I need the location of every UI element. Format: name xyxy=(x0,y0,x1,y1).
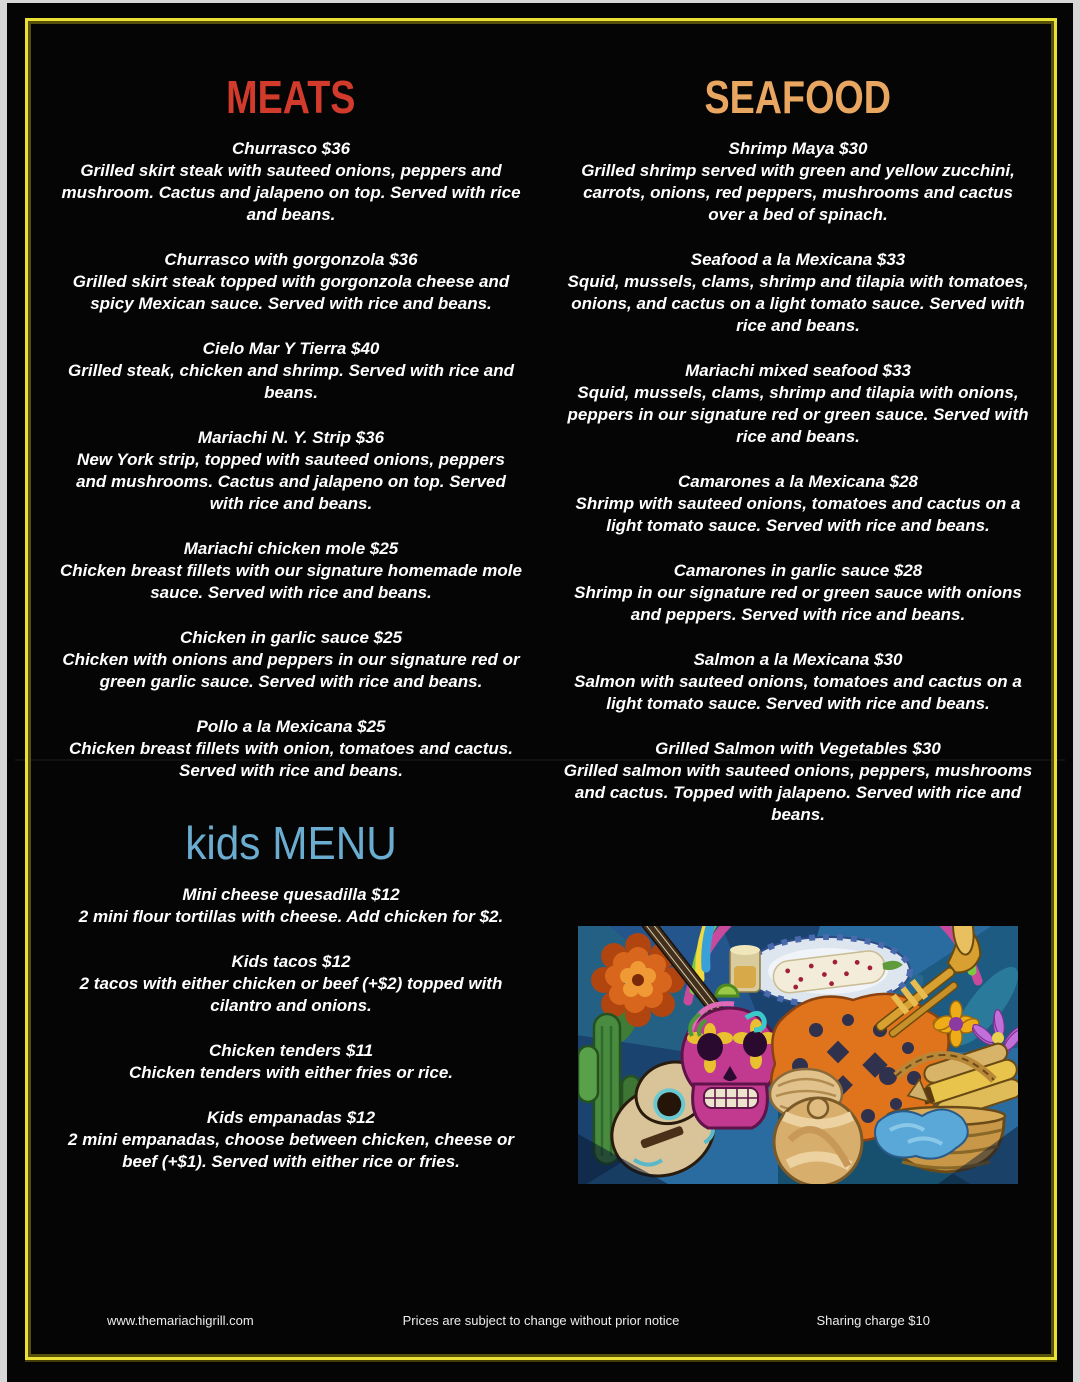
menu-item xyxy=(563,738,1033,826)
footer xyxy=(32,1313,1050,1333)
item-title: Cielo Mar Y Tierra $40 xyxy=(202,339,380,358)
item-description: Chicken tenders with either fries or rice. xyxy=(128,1063,454,1082)
menu-item xyxy=(60,427,522,515)
item-title: Seafood a la Mexicana $33 xyxy=(690,250,906,269)
seafood-item-list xyxy=(563,138,1033,826)
item-title: Mini cheese quesadilla $12 xyxy=(182,885,400,904)
item-description: Grilled salmon with sauteed onions, peppers, mushrooms and cactus. Topped with jalapeno. Served with rice and beans. xyxy=(563,761,1033,824)
kids-item-list xyxy=(60,884,522,1173)
pan-de-muerto xyxy=(774,1098,862,1184)
meats-item-list xyxy=(60,138,522,782)
item-description: Chicken breast fillets with our signature homemade mole sauce. Served with rice and beans. xyxy=(60,561,522,602)
item-description: 2 tacos with either chicken or beef (+$2) topped with cilantro and onions. xyxy=(79,974,503,1015)
menu-item xyxy=(60,138,522,226)
menu-item xyxy=(563,360,1033,448)
menu-item xyxy=(563,471,1033,537)
left-column xyxy=(60,70,522,1173)
menu-page xyxy=(7,3,1073,1382)
menu-item xyxy=(60,338,522,404)
item-title: Mariachi chicken mole $25 xyxy=(183,539,399,558)
menu-item xyxy=(60,1040,522,1084)
menu-item xyxy=(60,884,522,928)
item-title: Shrimp Maya $30 xyxy=(728,139,868,158)
item-description: Grilled shrimp served with green and yellow zucchini, carrots, onions, red peppers, mushrooms and cactus over a bed of spinach. xyxy=(581,161,1015,224)
item-title: Kids empanadas $12 xyxy=(206,1108,376,1127)
menu-item xyxy=(563,138,1033,226)
menu-item xyxy=(563,249,1033,337)
folk-art-illustration xyxy=(578,926,1018,1184)
footer-notice: Prices are subject to change without prior notice xyxy=(402,1313,680,1328)
item-title: Camarones a la Mexicana $28 xyxy=(677,472,919,491)
meats-section-title: MEATS xyxy=(226,71,356,123)
right-column xyxy=(563,70,1033,1184)
menu-item xyxy=(60,951,522,1017)
item-title: Churrasco with gorgonzola $36 xyxy=(164,250,418,269)
sugar-skull xyxy=(682,1004,778,1128)
menu-item xyxy=(60,538,522,604)
seafood-section-title: SEAFOOD xyxy=(704,71,892,123)
kids-section-title: kids MENU xyxy=(185,817,397,869)
item-description: 2 mini flour tortillas with cheese. Add chicken for $2. xyxy=(78,907,504,926)
item-description: Shrimp with sauteed onions, tomatoes and cactus on a light tomato sauce. Served with rice and beans. xyxy=(575,494,1021,535)
item-description: Grilled skirt steak topped with gorgonzola cheese and spicy Mexican sauce. Served with rice and beans. xyxy=(72,272,510,313)
menu-item xyxy=(563,560,1033,626)
item-title: Camarones in garlic sauce $28 xyxy=(673,561,923,580)
menu-item xyxy=(60,627,522,693)
item-description: 2 mini empanadas, choose between chicken, cheese or beef (+$1). Served with either rice or fries. xyxy=(68,1130,514,1171)
menu-item xyxy=(563,649,1033,715)
item-description: New York strip, topped with sauteed onions, peppers and mushrooms. Cactus and jalapeno on top. Served with rice and beans. xyxy=(76,450,506,513)
item-description: Grilled steak, chicken and shrimp. Served with rice and beans. xyxy=(68,361,514,402)
item-description: Shrimp in our signature red or green sauce with onions and peppers. Served with rice and beans. xyxy=(574,583,1022,624)
menu-artwork xyxy=(563,926,1033,1184)
footer-sharing-charge: Sharing charge $10 xyxy=(816,1313,930,1328)
item-description: Salmon with sauteed onions, tomatoes and cactus on a light tomato sauce. Served with rice and beans. xyxy=(574,672,1022,713)
item-title: Mariachi mixed seafood $33 xyxy=(685,361,911,380)
item-description: Chicken with onions and peppers in our signature red or green garlic sauce. Served with rice and beans. xyxy=(62,650,520,691)
item-title: Pollo a la Mexicana $25 xyxy=(196,717,386,736)
shot-glass xyxy=(730,945,760,992)
item-title: Kids tacos $12 xyxy=(231,952,351,971)
menu-item xyxy=(60,249,522,315)
menu-item xyxy=(60,716,522,782)
item-title: Mariachi N. Y. Strip $36 xyxy=(197,428,385,447)
footer-website: www.themariachigrill.com xyxy=(107,1313,254,1328)
item-title: Churrasco $36 xyxy=(231,139,351,158)
item-description: Squid, mussels, clams, shrimp and tilapia with tomatoes, onions, and cactus on a light tomato sauce. Served with rice and beans. xyxy=(567,272,1029,335)
item-title: Chicken in garlic sauce $25 xyxy=(179,628,403,647)
menu-item xyxy=(60,1107,522,1173)
item-description: Squid, mussels, clams, shrimp and tilapia with onions, peppers in our signature red or green sauce. Served with rice and beans. xyxy=(567,383,1029,446)
item-title: Grilled Salmon with Vegetables $30 xyxy=(655,739,941,758)
item-title: Salmon a la Mexicana $30 xyxy=(693,650,903,669)
item-description: Grilled skirt steak with sauteed onions, peppers and mushroom. Cactus and jalapeno on top. Served with rice and beans. xyxy=(61,161,521,224)
item-title: Chicken tenders $11 xyxy=(208,1041,374,1060)
skull-teeth xyxy=(704,1088,758,1108)
item-description: Chicken breast fillets with onion, tomatoes and cactus. Served with rice and beans. xyxy=(69,739,513,780)
